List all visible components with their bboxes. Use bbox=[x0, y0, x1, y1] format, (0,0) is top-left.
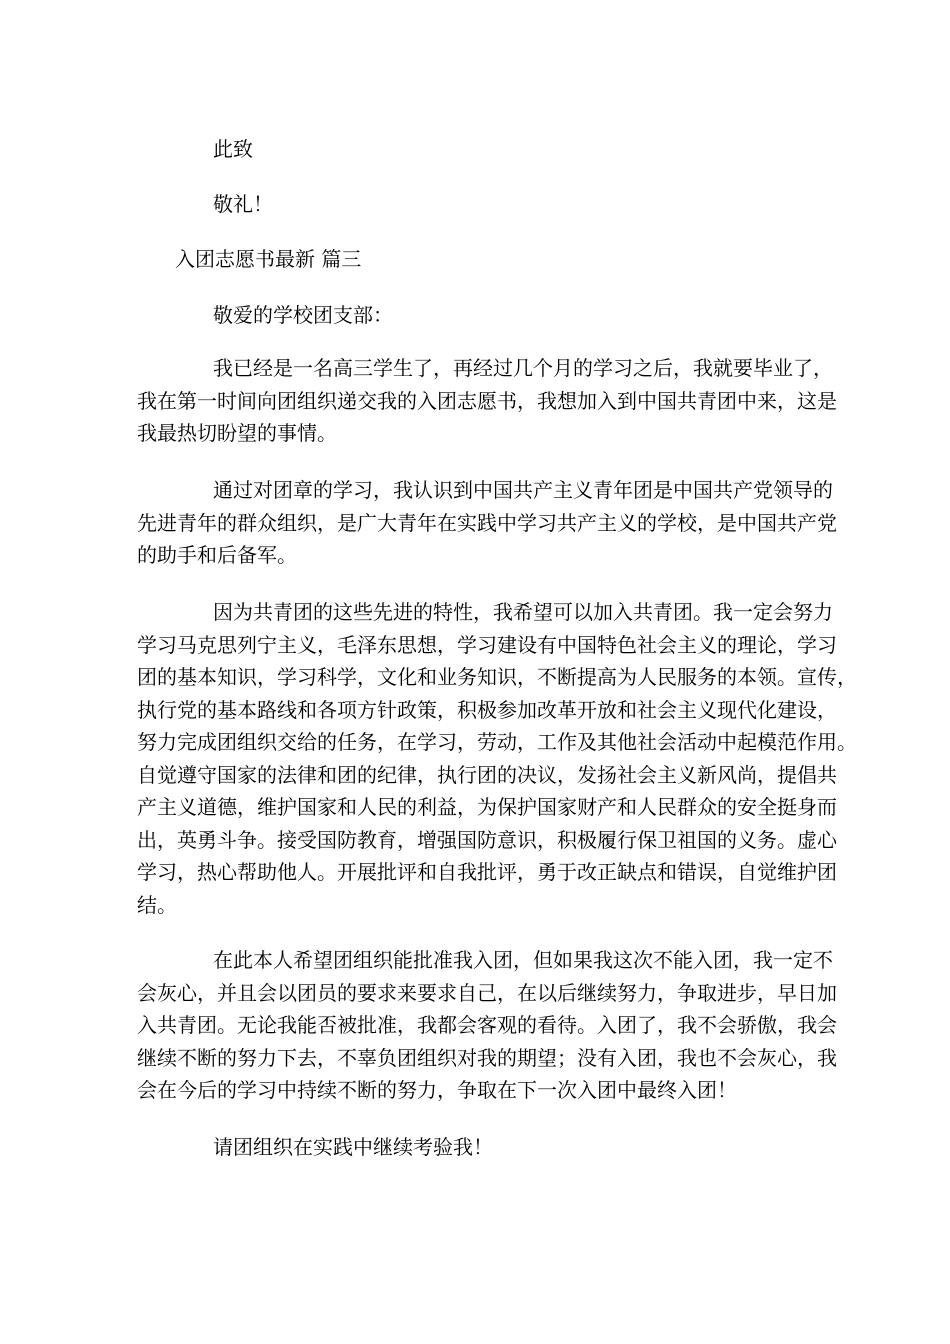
closing-ci-zhi: 此致 bbox=[213, 137, 253, 161]
paragraph-3 bbox=[137, 596, 857, 921]
paragraph-line: 出，英勇斗争。接受国防教育，增强国防意识，积极履行保卫祖国的义务。虚心 bbox=[137, 827, 837, 852]
paragraph-line: 我已经是一名高三学生了，再经过几个月的学习之后，我就要毕业了， bbox=[213, 356, 833, 380]
final-line: 请团组织在实践中继续考验我！ bbox=[213, 1135, 493, 1159]
paragraph-line: 的助手和后备军。 bbox=[137, 543, 297, 567]
paragraph-line: 会在今后的学习中持续不断的努力，争取在下一次入团中最终入团！ bbox=[137, 1078, 737, 1102]
paragraph-line: 继续不断的努力下去，不辜负团组织对我的期望；没有入团，我也不会灰心，我 bbox=[137, 1045, 837, 1070]
paragraph-line: 先进青年的群众组织，是广大青年在实践中学习共产主义的学校，是中国共产党 bbox=[137, 510, 837, 535]
salutation: 敬爱的学校团支部： bbox=[213, 303, 393, 327]
paragraph-line: 学习，热心帮助他人。开展批评和自我批评，勇于改正缺点和错误，自觉维护团 bbox=[137, 860, 837, 884]
paragraph-line: 因为共青团的这些先进的特性，我希望可以加入共青团。我一定会努力 bbox=[213, 600, 833, 624]
paragraph-line: 入共青团。无论我能否被批准，我都会客观的看待。入团了，我不会骄傲，我会 bbox=[137, 1013, 837, 1037]
paragraph-line: 学习马克思列宁主义，毛泽东思想，学习建设有中国特色社会主义的理论，学习 bbox=[137, 632, 837, 657]
paragraph-4 bbox=[137, 944, 837, 1107]
paragraph-line: 我最热切盼望的事情。 bbox=[137, 421, 337, 445]
paragraph-line: 自觉遵守国家的法律和团的纪律，执行团的决议，发扬社会主义新风尚，提倡共 bbox=[137, 762, 837, 787]
paragraph-line: 产主义道德，维护国家和人民的利益，为保护国家财产和人民群众的安全挺身而 bbox=[137, 795, 837, 819]
section-title: 入团志愿书最新 篇三 bbox=[175, 247, 362, 271]
paragraph-line: 在此本人希望团组织能批准我入团，但如果我这次不能入团，我一定不 bbox=[213, 948, 833, 972]
paragraph-line: 努力完成团组织交给的任务，在学习，劳动，工作及其他社会活动中起模范作用。 bbox=[137, 730, 857, 754]
paragraph-line: 结。 bbox=[137, 892, 177, 917]
paragraph-line: 通过对团章的学习，我认识到中国共产主义青年团是中国共产党领导的 bbox=[213, 478, 833, 502]
paragraph-2 bbox=[137, 474, 837, 572]
paragraph-line: 我在第一时间向团组织递交我的入团志愿书，我想加入到中国共青团中来，这是 bbox=[137, 388, 837, 413]
paragraph-line: 团的基本知识，学习科学，文化和业务知识，不断提高为人民服务的本领。宣传， bbox=[137, 665, 857, 689]
paragraph-line: 执行党的基本路线和各项方针政策，积极参加改革开放和社会主义现代化建设， bbox=[137, 697, 837, 722]
closing-jing-li: 敬礼！ bbox=[213, 192, 273, 216]
paragraph-line: 会灰心，并且会以团员的要求来要求自己，在以后继续努力，争取进步，早日加 bbox=[137, 980, 837, 1005]
paragraph-1 bbox=[137, 352, 837, 450]
